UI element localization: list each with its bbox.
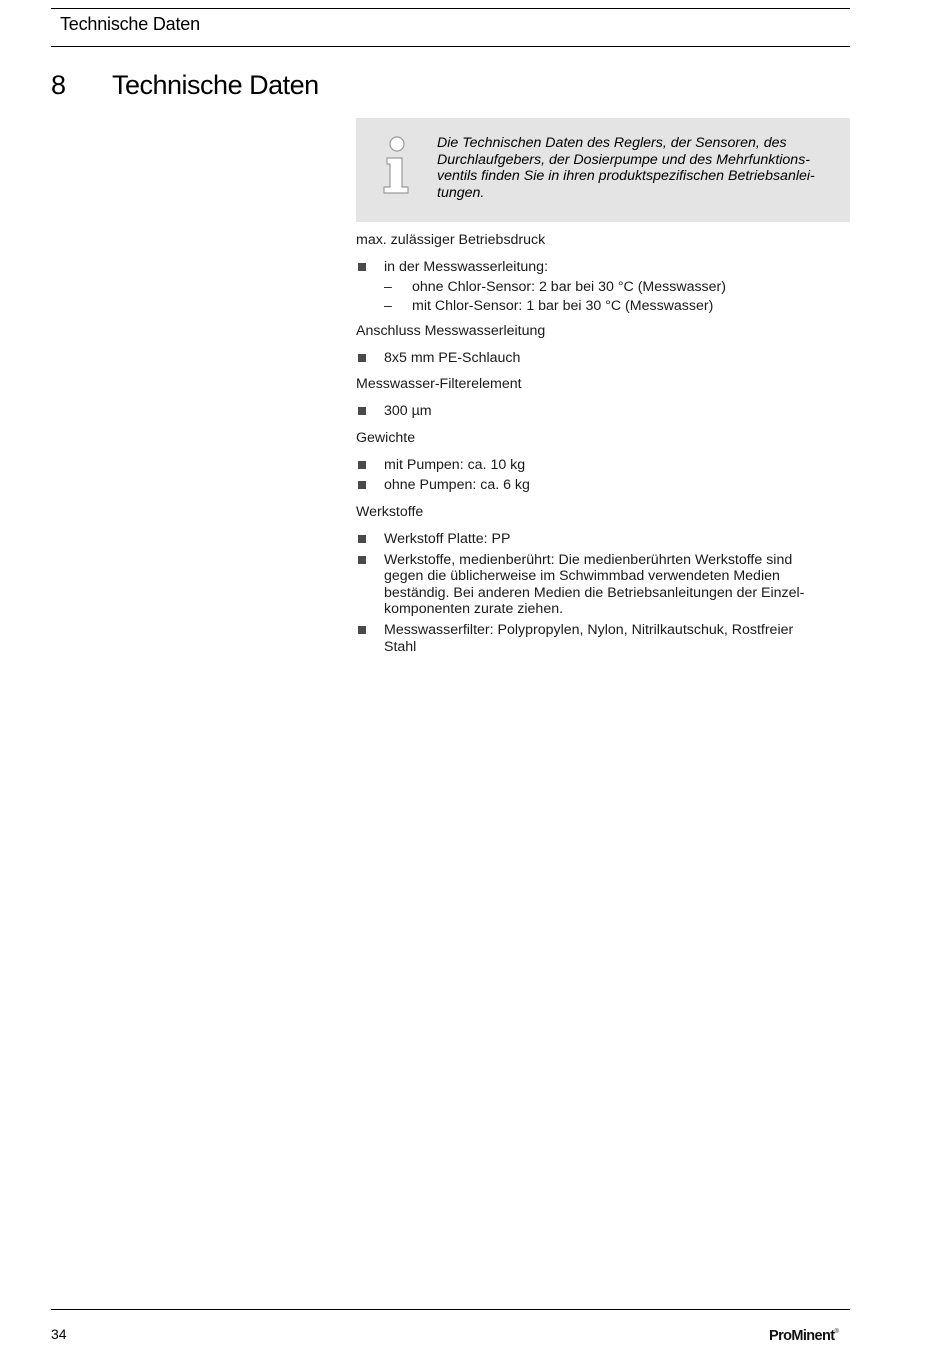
- list-item-text: ohne Pumpen: ca. 6 kg: [384, 477, 530, 494]
- brand-logo: [769, 1328, 838, 1344]
- sub-list-item: [384, 278, 850, 298]
- sub-list-item: [384, 297, 850, 317]
- square-bullet-icon: [358, 556, 366, 564]
- item-list: [356, 350, 850, 367]
- list-item-line: gegen die üblicherweise im Schwimmbad verwendeten Medien: [384, 568, 780, 585]
- list-item: [356, 622, 850, 655]
- section-heading: Werkstoffe: [356, 503, 424, 520]
- list-item: [356, 259, 850, 317]
- info-note-line: Die Technischen Daten des Reglers, der Sensoren, des: [437, 135, 787, 151]
- list-item-text: in der Messwasserleitung:: [384, 259, 549, 275]
- page-number: 34: [51, 1326, 67, 1342]
- square-bullet-icon: [358, 535, 366, 543]
- header-rule-bottom: [51, 46, 850, 47]
- dash-bullet-icon: –: [384, 278, 392, 295]
- sub-list-item-text: mit Chlor-Sensor: 1 bar bei 30 °C (Messwasser): [412, 298, 714, 315]
- section-heading: Messwasser-Filterelement: [356, 376, 522, 393]
- item-list: [356, 457, 850, 494]
- list-item: [356, 457, 850, 474]
- square-bullet-icon: [358, 354, 366, 362]
- technical-data-content: [356, 232, 850, 655]
- sub-list-item-text: ohne Chlor-Sensor: 2 bar bei 30 °C (Messwasser): [412, 278, 726, 295]
- square-bullet-icon: [358, 481, 366, 489]
- list-item: [356, 350, 850, 367]
- brand-logo-text: ProMinent: [769, 1328, 835, 1344]
- item-list: [356, 259, 850, 317]
- list-item-text: 8x5 mm PE-Schlauch: [384, 349, 521, 366]
- list-item-line: komponenten zurate ziehen.: [384, 601, 564, 618]
- list-item-text: Werkstoff Platte: PP: [384, 530, 511, 547]
- list-item-line: Werkstoffe, medienberührt: Die medienberührten Werkstoffe sind: [384, 551, 793, 568]
- list-item-text: 300 µm: [384, 403, 432, 420]
- registered-mark: ®: [834, 1329, 839, 1335]
- list-item: [356, 403, 850, 420]
- list-item: [356, 531, 850, 548]
- list-item: [356, 552, 850, 618]
- chapter-title: Technische Daten: [112, 70, 319, 100]
- footer-rule: [51, 1309, 850, 1310]
- info-note-line: ventils finden Sie in ihren produktspezifischen Betriebsanlei-: [437, 168, 815, 185]
- section-heading: Anschluss Messwasserleitung: [356, 322, 546, 339]
- square-bullet-icon: [358, 626, 366, 634]
- list-item: [356, 477, 850, 494]
- dash-bullet-icon: –: [384, 298, 392, 315]
- info-note-line: tungen.: [437, 184, 485, 201]
- square-bullet-icon: [358, 461, 366, 469]
- info-icon: [378, 136, 414, 196]
- sub-list: [384, 278, 850, 317]
- list-item-line: beständig. Bei anderen Medien die Betriebsanleitungen der Einzel-: [384, 584, 805, 601]
- list-item-line: Stahl: [384, 638, 417, 655]
- info-note-box: [356, 118, 850, 222]
- info-note-line: Durchlaufgebers, der Dosierpumpe und des Mehrfunktions-: [437, 151, 811, 168]
- square-bullet-icon: [358, 407, 366, 415]
- section-heading: Gewichte: [356, 429, 416, 446]
- list-item-line: Messwasserfilter: Polypropylen, Nylon, Nitrilkautschuk, Rostfreier: [384, 621, 794, 638]
- chapter-number: 8: [51, 70, 66, 100]
- section-heading: max. zulässiger Betriebsdruck: [356, 232, 546, 248]
- item-list: [356, 531, 850, 655]
- running-header-title: Technische Daten: [60, 14, 200, 34]
- info-note-text: [437, 135, 842, 201]
- square-bullet-icon: [358, 263, 366, 271]
- list-item-text: mit Pumpen: ca. 10 kg: [384, 456, 526, 473]
- item-list: [356, 403, 850, 420]
- header-rule-top: [51, 8, 850, 9]
